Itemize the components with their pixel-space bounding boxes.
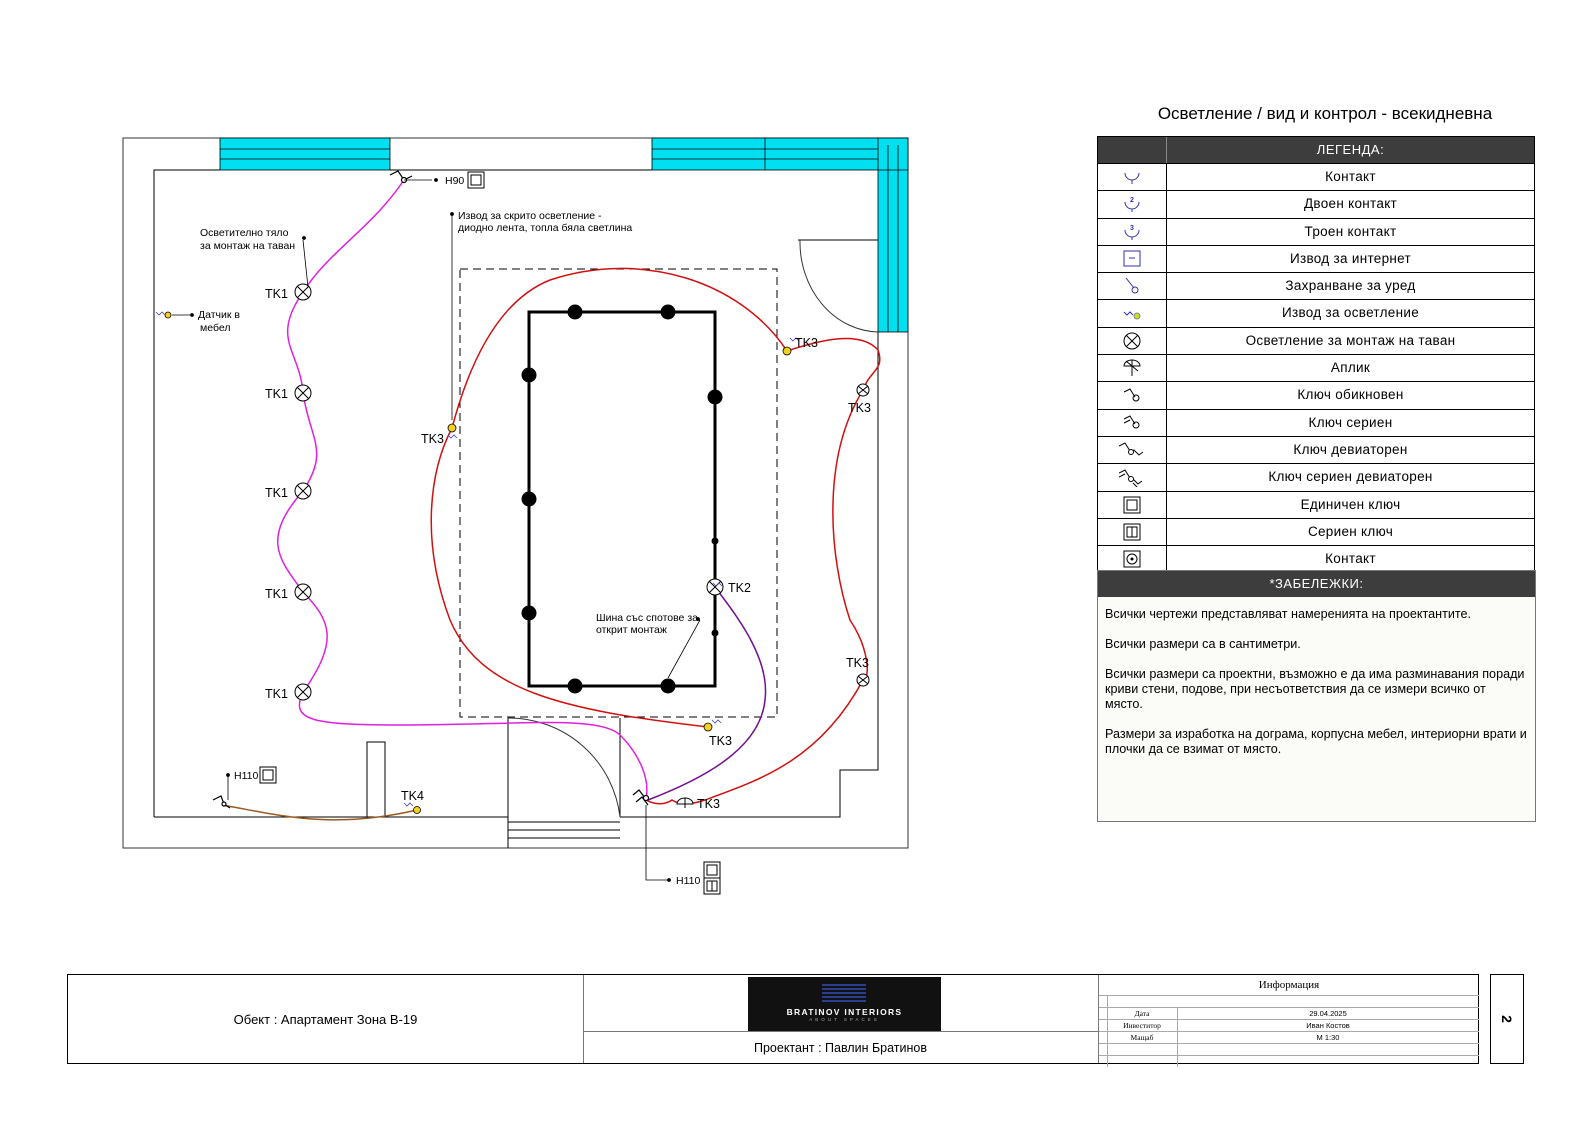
wall-sconce-icon — [677, 798, 693, 808]
ceiling-light-icon — [295, 684, 311, 700]
ceiling-light-icon — [295, 584, 311, 600]
legend-row — [1098, 463, 1534, 490]
annotation: открит монтаж — [596, 624, 667, 636]
annotation: мебел — [200, 322, 231, 334]
height-label: H110 — [234, 770, 259, 782]
info-table — [1098, 975, 1479, 1063]
legend-label: Осветление за монтаж на таван — [1245, 332, 1456, 348]
legend-row — [1098, 190, 1534, 217]
legend-label: Двоен контакт — [1303, 196, 1398, 212]
circuit-label: TK3 — [697, 797, 720, 811]
series-deviator-switch-icon — [1119, 467, 1145, 487]
lighting-outlet-icon — [448, 424, 456, 432]
height-label: H90 — [445, 175, 465, 187]
annotation: Осветително тяло — [200, 227, 289, 239]
page-number-box — [1490, 974, 1524, 1064]
info-value: М 1:30 — [1316, 1033, 1340, 1042]
notes-title: *ЗАБЕЛЕЖКИ: — [1098, 571, 1535, 597]
legend-row — [1098, 491, 1534, 518]
ceiling-light-icon — [295, 385, 311, 401]
circuit-label: TK2 — [728, 581, 751, 595]
info-header: Информация — [1258, 979, 1320, 991]
lighting-outlet-icon — [783, 347, 791, 355]
windows — [220, 138, 908, 332]
lighting-outlet-icon — [1122, 304, 1142, 324]
wall-sconce-icon — [857, 384, 869, 396]
ceiling-light-icon — [707, 579, 723, 595]
info-row — [1099, 1019, 1479, 1031]
object-name: Обект : Апартамент Зона В-19 — [68, 975, 584, 1063]
legend-table — [1097, 136, 1535, 573]
key-boxes — [260, 172, 720, 894]
annotation: диодно лента, топла бяла светлина — [458, 222, 633, 234]
circuit-label: TK3 — [421, 432, 444, 446]
deviator-switch-icon — [390, 171, 412, 183]
single-key-icon — [260, 767, 276, 783]
circuit-label: TK1 — [265, 387, 288, 401]
lighting-outlet-icon — [704, 723, 712, 731]
legend-title: ЛЕГЕНДА: — [1316, 142, 1385, 157]
legend-label: Ключ сериен девиаторен — [1268, 469, 1433, 485]
company-logo — [748, 977, 941, 1031]
info-key: Мащаб — [1130, 1033, 1154, 1042]
logo-mark-icon — [814, 981, 874, 1007]
wall-sconce-icon — [1122, 358, 1142, 378]
circuit-label: TK3 — [846, 656, 869, 670]
legend-row — [1098, 272, 1534, 299]
legend-row — [1098, 218, 1534, 245]
legend-label: Контакт — [1325, 551, 1376, 567]
sheet-title: Осветление / вид и контрол - всекидневна — [1157, 104, 1493, 123]
deviator-switch-icon — [213, 796, 230, 808]
lighting-outlet-icon — [165, 312, 171, 318]
svg-text:2: 2 — [1130, 197, 1134, 205]
page-number: 2 — [1498, 1015, 1515, 1023]
designer-name: Проектант : Павлин Братинов — [753, 1041, 927, 1055]
circuit-label: TK4 — [401, 789, 424, 803]
double-outlet-icon — [1122, 194, 1142, 214]
logo-tagline: ABOUT SPACES — [809, 1017, 880, 1022]
series-key-icon — [1122, 522, 1142, 542]
ceiling-light-icon — [295, 483, 311, 499]
info-row — [1099, 1007, 1479, 1019]
note-item: Всички размери са в сантиметри. — [1105, 637, 1301, 651]
series-switch-icon — [1122, 413, 1142, 433]
note-item: Всички чертежи представляват намеренията на проектантите. — [1105, 607, 1472, 621]
lighting-outlet-icon — [414, 807, 421, 814]
simple-switch-icon — [1122, 386, 1142, 406]
hidden-light-outline — [460, 269, 777, 717]
appliance-power-icon — [1122, 276, 1142, 296]
circuit-label: TK1 — [265, 287, 288, 301]
annotation: за монтаж на таван — [200, 240, 296, 252]
info-row — [1099, 1031, 1479, 1043]
legend-row — [1098, 163, 1534, 190]
annotation: Извод за скрито осветление - — [458, 210, 602, 222]
series-key-icon — [704, 878, 720, 894]
legend-row — [1098, 436, 1534, 463]
legend-label: Ключ обикновен — [1297, 387, 1404, 403]
legend-label: Извод за интернет — [1289, 250, 1412, 266]
legend-row — [1098, 327, 1534, 354]
outlet-icon — [1122, 167, 1142, 187]
circuit-label: TK1 — [265, 486, 288, 500]
legend-label: Контакт — [1325, 169, 1376, 184]
deviator-switch-icon — [1119, 440, 1145, 460]
single-key-icon — [468, 172, 484, 188]
legend-label: Ключ сериен — [1308, 414, 1393, 430]
brown-circuit — [222, 805, 417, 820]
logo-name: BRATINOV INTERIORS — [786, 1007, 903, 1017]
internet-outlet-icon — [1122, 249, 1142, 269]
legend-label: Ключ девиаторен — [1293, 441, 1408, 457]
legend-row — [1098, 299, 1534, 326]
annotation: Датчик в — [198, 309, 240, 321]
height-label: H110 — [676, 875, 701, 887]
info-key: Дата — [1134, 1009, 1150, 1018]
lighting-outlets — [156, 312, 799, 814]
notes-panel — [1097, 570, 1536, 822]
info-value: Иван Костов — [1306, 1021, 1350, 1030]
legend-label: Сериен ключ — [1307, 523, 1394, 539]
legend-label: Троен контакт — [1304, 223, 1397, 239]
info-value: 29.04.2025 — [1309, 1009, 1347, 1018]
circuit-label: TK3 — [709, 734, 732, 748]
ceiling-light-icon — [1122, 331, 1142, 351]
single-key-icon — [704, 862, 720, 878]
magenta-circuit — [278, 180, 647, 798]
legend-label: Единичен ключ — [1300, 496, 1401, 512]
legend-row — [1098, 518, 1534, 545]
legend-header — [1098, 137, 1534, 163]
socket-icon — [1122, 549, 1142, 569]
legend-label: Захранване за уред — [1285, 278, 1416, 294]
ceiling-lights-tk1 — [295, 284, 723, 700]
info-key: Инвеститор — [1123, 1021, 1161, 1030]
ceiling-light-icon — [295, 284, 311, 300]
circuit-label: TK3 — [848, 401, 871, 415]
note-item: Размери за изработка на дограма, корпусна мебел, интериорни врати и плочки да се взимат от място. — [1105, 727, 1527, 756]
legend-row — [1098, 381, 1534, 408]
note-item: Всички размери са проектни, възможно е да има разминавания поради криви стени, подове, при несъответствия да се измери всичко от място. — [1105, 667, 1525, 711]
single-key-icon — [1122, 495, 1142, 515]
circuit-label: TK3 — [795, 336, 818, 350]
wall-sconce-icon — [857, 674, 869, 686]
circuits — [222, 180, 880, 820]
circuit-label: TK1 — [265, 687, 288, 701]
legend-label: Извод за осветление — [1281, 305, 1419, 321]
triple-outlet-icon — [1122, 222, 1142, 242]
legend-row — [1098, 545, 1534, 572]
circuit-label: TK1 — [265, 587, 288, 601]
title-block — [67, 974, 1479, 1064]
legend-row — [1098, 354, 1534, 381]
svg-text:3: 3 — [1130, 224, 1134, 232]
legend-label: Аплик — [1330, 360, 1371, 376]
legend-row — [1098, 245, 1534, 272]
annotation: Шина със спотове за — [596, 612, 698, 624]
legend-row — [1098, 409, 1534, 436]
